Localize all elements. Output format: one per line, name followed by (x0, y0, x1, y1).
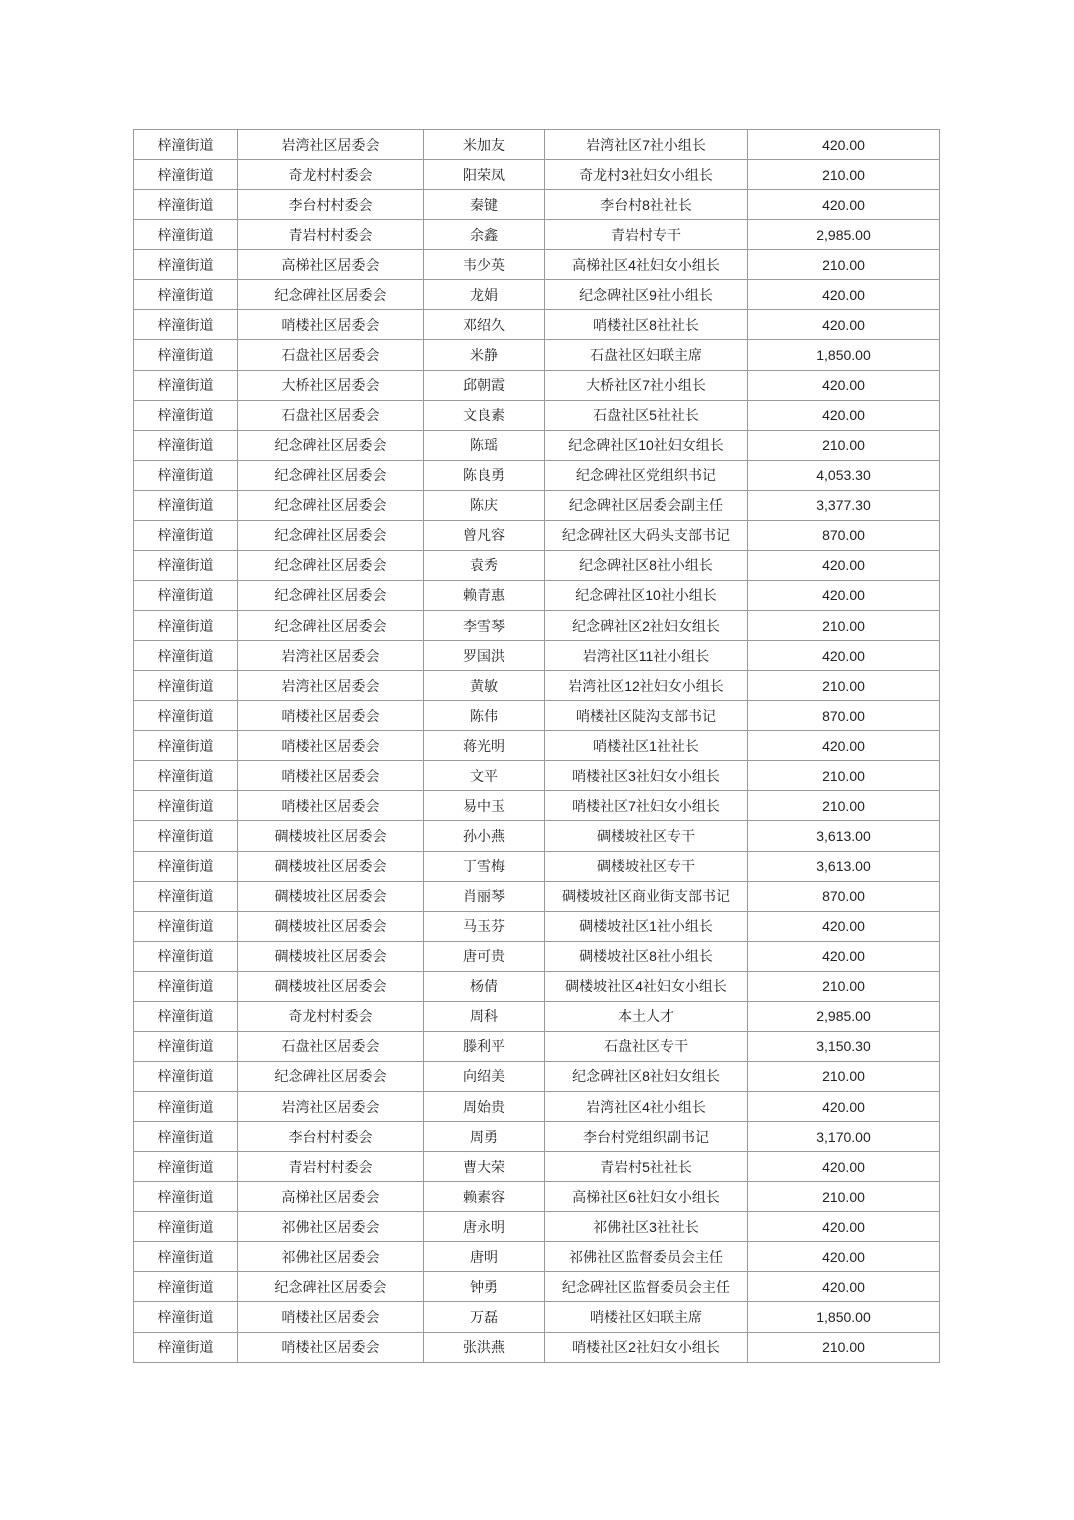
cell-amount: 870.00 (748, 881, 940, 911)
cell-person-name: 李雪琴 (424, 611, 545, 641)
cell-position: 哨楼社区妇联主席 (545, 1302, 748, 1332)
table-row (134, 220, 940, 250)
cell-amount: 420.00 (748, 130, 940, 160)
cell-amount: 420.00 (748, 310, 940, 340)
cell-street: 梓潼街道 (134, 280, 238, 310)
table-row (134, 490, 940, 520)
cell-person-name: 陈伟 (424, 701, 545, 731)
cell-street: 梓潼街道 (134, 160, 238, 190)
cell-position: 奇龙村3社妇女小组长 (545, 160, 748, 190)
cell-organization: 哨楼社区居委会 (238, 1332, 424, 1363)
cell-person-name: 钟勇 (424, 1272, 545, 1302)
cell-amount: 210.00 (748, 1332, 940, 1363)
cell-organization: 李台村村委会 (238, 190, 424, 220)
table-row (134, 611, 940, 641)
table-row (134, 641, 940, 671)
cell-person-name: 向绍美 (424, 1061, 545, 1091)
cell-organization: 哨楼社区居委会 (238, 701, 424, 731)
cell-person-name: 文良素 (424, 400, 545, 430)
cell-amount: 420.00 (748, 911, 940, 941)
table-row (134, 1212, 940, 1242)
cell-amount: 210.00 (748, 611, 940, 641)
cell-organization: 石盘社区居委会 (238, 340, 424, 370)
cell-organization: 碉楼坡社区居委会 (238, 971, 424, 1001)
cell-organization: 纪念碑社区居委会 (238, 1061, 424, 1091)
cell-position: 高梯社区4社妇女小组长 (545, 250, 748, 280)
cell-organization: 哨楼社区居委会 (238, 761, 424, 791)
cell-organization: 哨楼社区居委会 (238, 310, 424, 340)
cell-person-name: 张洪燕 (424, 1332, 545, 1363)
table-row (134, 671, 940, 701)
cell-position: 纪念碑社区2社妇女组长 (545, 611, 748, 641)
cell-organization: 高梯社区居委会 (238, 1182, 424, 1212)
cell-position: 纪念碑社区大码头支部书记 (545, 520, 748, 550)
cell-street: 梓潼街道 (134, 190, 238, 220)
cell-position: 碉楼坡社区商业街支部书记 (545, 881, 748, 911)
cell-street: 梓潼街道 (134, 430, 238, 460)
cell-position: 纪念碑社区党组织书记 (545, 460, 748, 490)
cell-amount: 420.00 (748, 1242, 940, 1272)
cell-person-name: 丁雪梅 (424, 851, 545, 881)
cell-organization: 祁佛社区居委会 (238, 1212, 424, 1242)
cell-position: 纪念碑社区监督委员会主任 (545, 1272, 748, 1302)
cell-position: 哨楼社区7社妇女小组长 (545, 791, 748, 821)
cell-amount: 420.00 (748, 941, 940, 971)
cell-person-name: 韦少英 (424, 250, 545, 280)
cell-street: 梓潼街道 (134, 1152, 238, 1182)
cell-position: 祁佛社区监督委员会主任 (545, 1242, 748, 1272)
table-row (134, 1061, 940, 1091)
cell-person-name: 余鑫 (424, 220, 545, 250)
table-row (134, 250, 940, 280)
cell-position: 纪念碑社区8社小组长 (545, 550, 748, 580)
cell-person-name: 龙娟 (424, 280, 545, 310)
table-row (134, 1182, 940, 1212)
cell-position: 李台村党组织副书记 (545, 1122, 748, 1152)
cell-organization: 高梯社区居委会 (238, 250, 424, 280)
cell-position: 青岩村专干 (545, 220, 748, 250)
table-row (134, 400, 940, 430)
cell-amount: 420.00 (748, 400, 940, 430)
cell-organization: 纪念碑社区居委会 (238, 520, 424, 550)
cell-amount: 2,985.00 (748, 1001, 940, 1031)
cell-position: 哨楼社区3社妇女小组长 (545, 761, 748, 791)
cell-organization: 青岩村村委会 (238, 220, 424, 250)
cell-street: 梓潼街道 (134, 701, 238, 731)
cell-position: 碉楼坡社区专干 (545, 851, 748, 881)
cell-person-name: 唐可贵 (424, 941, 545, 971)
cell-amount: 420.00 (748, 731, 940, 761)
cell-position: 岩湾社区12社妇女小组长 (545, 671, 748, 701)
cell-street: 梓潼街道 (134, 1272, 238, 1302)
cell-person-name: 陈庆 (424, 490, 545, 520)
cell-organization: 石盘社区居委会 (238, 400, 424, 430)
cell-street: 梓潼街道 (134, 1001, 238, 1031)
cell-person-name: 赖素容 (424, 1182, 545, 1212)
cell-amount: 210.00 (748, 430, 940, 460)
cell-amount: 870.00 (748, 701, 940, 731)
cell-position: 石盘社区5社社长 (545, 400, 748, 430)
table-row (134, 280, 940, 310)
table-row (134, 160, 940, 190)
cell-amount: 4,053.30 (748, 460, 940, 490)
cell-organization: 大桥社区居委会 (238, 370, 424, 400)
cell-street: 梓潼街道 (134, 641, 238, 671)
cell-amount: 420.00 (748, 1152, 940, 1182)
cell-amount: 420.00 (748, 1272, 940, 1302)
cell-street: 梓潼街道 (134, 340, 238, 370)
cell-organization: 纪念碑社区居委会 (238, 490, 424, 520)
cell-person-name: 米静 (424, 340, 545, 370)
cell-amount: 210.00 (748, 671, 940, 701)
cell-organization: 纪念碑社区居委会 (238, 580, 424, 610)
cell-person-name: 赖青惠 (424, 580, 545, 610)
cell-amount: 2,985.00 (748, 220, 940, 250)
cell-person-name: 邱朝霞 (424, 370, 545, 400)
cell-amount: 210.00 (748, 1061, 940, 1091)
table-row (134, 370, 940, 400)
cell-organization: 岩湾社区居委会 (238, 671, 424, 701)
cell-person-name: 肖丽琴 (424, 881, 545, 911)
cell-street: 梓潼街道 (134, 881, 238, 911)
cell-street: 梓潼街道 (134, 611, 238, 641)
cell-street: 梓潼街道 (134, 550, 238, 580)
table-row (134, 971, 940, 1001)
cell-amount: 210.00 (748, 160, 940, 190)
cell-person-name: 曹大荣 (424, 1152, 545, 1182)
table-row (134, 1031, 940, 1061)
cell-amount: 210.00 (748, 791, 940, 821)
table-row (134, 941, 940, 971)
cell-organization: 石盘社区居委会 (238, 1031, 424, 1061)
cell-organization: 岩湾社区居委会 (238, 641, 424, 671)
cell-street: 梓潼街道 (134, 400, 238, 430)
cell-amount: 420.00 (748, 280, 940, 310)
cell-organization: 青岩村村委会 (238, 1152, 424, 1182)
cell-position: 碉楼坡社区专干 (545, 821, 748, 851)
cell-person-name: 唐明 (424, 1242, 545, 1272)
cell-person-name: 秦键 (424, 190, 545, 220)
cell-person-name: 蒋光明 (424, 731, 545, 761)
cell-amount: 3,613.00 (748, 821, 940, 851)
cell-position: 碉楼坡社区4社妇女小组长 (545, 971, 748, 1001)
table-row (134, 791, 940, 821)
cell-position: 本土人才 (545, 1001, 748, 1031)
cell-person-name: 文平 (424, 761, 545, 791)
cell-organization: 碉楼坡社区居委会 (238, 881, 424, 911)
cell-person-name: 万磊 (424, 1302, 545, 1332)
cell-organization: 哨楼社区居委会 (238, 791, 424, 821)
cell-organization: 碉楼坡社区居委会 (238, 821, 424, 851)
cell-position: 哨楼社区陡沟支部书记 (545, 701, 748, 731)
cell-position: 李台村8社社长 (545, 190, 748, 220)
cell-position: 碉楼坡社区8社小组长 (545, 941, 748, 971)
cell-street: 梓潼街道 (134, 1122, 238, 1152)
cell-person-name: 黄敏 (424, 671, 545, 701)
cell-street: 梓潼街道 (134, 911, 238, 941)
cell-amount: 210.00 (748, 1182, 940, 1212)
table-row (134, 520, 940, 550)
cell-amount: 420.00 (748, 370, 940, 400)
cell-person-name: 滕利平 (424, 1031, 545, 1061)
cell-street: 梓潼街道 (134, 490, 238, 520)
cell-street: 梓潼街道 (134, 671, 238, 701)
cell-amount: 1,850.00 (748, 340, 940, 370)
cell-amount: 420.00 (748, 550, 940, 580)
cell-organization: 祁佛社区居委会 (238, 1242, 424, 1272)
cell-amount: 3,613.00 (748, 851, 940, 881)
cell-street: 梓潼街道 (134, 250, 238, 280)
cell-position: 石盘社区妇联主席 (545, 340, 748, 370)
cell-person-name: 罗国洪 (424, 641, 545, 671)
cell-organization: 纪念碑社区居委会 (238, 1272, 424, 1302)
cell-amount: 210.00 (748, 971, 940, 1001)
cell-street: 梓潼街道 (134, 1031, 238, 1061)
cell-person-name: 邓绍久 (424, 310, 545, 340)
table-row (134, 761, 940, 791)
cell-position: 纪念碑社区居委会副主任 (545, 490, 748, 520)
cell-person-name: 袁秀 (424, 550, 545, 580)
cell-person-name: 阳荣凤 (424, 160, 545, 190)
table-row (134, 190, 940, 220)
cell-street: 梓潼街道 (134, 1092, 238, 1122)
table-row (134, 430, 940, 460)
cell-street: 梓潼街道 (134, 130, 238, 160)
cell-person-name: 马玉芬 (424, 911, 545, 941)
cell-organization: 纪念碑社区居委会 (238, 611, 424, 641)
cell-amount: 870.00 (748, 520, 940, 550)
table-row (134, 130, 940, 160)
cell-person-name: 陈瑶 (424, 430, 545, 460)
cell-organization: 纪念碑社区居委会 (238, 460, 424, 490)
cell-street: 梓潼街道 (134, 1182, 238, 1212)
table-row (134, 550, 940, 580)
cell-street: 梓潼街道 (134, 1212, 238, 1242)
cell-person-name: 周科 (424, 1001, 545, 1031)
cell-street: 梓潼街道 (134, 791, 238, 821)
table-row (134, 1092, 940, 1122)
table-body (134, 130, 940, 1363)
table-row (134, 701, 940, 731)
cell-amount: 210.00 (748, 761, 940, 791)
cell-organization: 奇龙村村委会 (238, 160, 424, 190)
cell-street: 梓潼街道 (134, 821, 238, 851)
table-row (134, 310, 940, 340)
cell-amount: 210.00 (748, 250, 940, 280)
cell-street: 梓潼街道 (134, 761, 238, 791)
cell-street: 梓潼街道 (134, 520, 238, 550)
cell-street: 梓潼街道 (134, 220, 238, 250)
cell-person-name: 周始贵 (424, 1092, 545, 1122)
cell-amount: 420.00 (748, 190, 940, 220)
cell-position: 纪念碑社区8社妇女组长 (545, 1061, 748, 1091)
cell-position: 高梯社区6社妇女小组长 (545, 1182, 748, 1212)
cell-street: 梓潼街道 (134, 731, 238, 761)
table-row (134, 580, 940, 610)
cell-position: 岩湾社区11社小组长 (545, 641, 748, 671)
cell-street: 梓潼街道 (134, 1242, 238, 1272)
cell-street: 梓潼街道 (134, 971, 238, 1001)
cell-position: 大桥社区7社小组长 (545, 370, 748, 400)
cell-organization: 纪念碑社区居委会 (238, 550, 424, 580)
cell-street: 梓潼街道 (134, 310, 238, 340)
table-row (134, 1242, 940, 1272)
cell-organization: 碉楼坡社区居委会 (238, 941, 424, 971)
cell-amount: 3,377.30 (748, 490, 940, 520)
cell-street: 梓潼街道 (134, 851, 238, 881)
table-row (134, 460, 940, 490)
cell-organization: 奇龙村村委会 (238, 1001, 424, 1031)
cell-street: 梓潼街道 (134, 370, 238, 400)
cell-street: 梓潼街道 (134, 1332, 238, 1363)
cell-amount: 420.00 (748, 641, 940, 671)
cell-street: 梓潼街道 (134, 580, 238, 610)
cell-person-name: 陈良勇 (424, 460, 545, 490)
cell-position: 哨楼社区8社社长 (545, 310, 748, 340)
cell-position: 哨楼社区1社社长 (545, 731, 748, 761)
cell-position: 碉楼坡社区1社小组长 (545, 911, 748, 941)
cell-organization: 岩湾社区居委会 (238, 1092, 424, 1122)
cell-person-name: 杨倩 (424, 971, 545, 1001)
cell-amount: 1,850.00 (748, 1302, 940, 1332)
cell-organization: 李台村村委会 (238, 1122, 424, 1152)
cell-position: 祁佛社区3社社长 (545, 1212, 748, 1242)
table-row (134, 1332, 940, 1363)
table-row (134, 1272, 940, 1302)
cell-person-name: 孙小燕 (424, 821, 545, 851)
cell-person-name: 曾凡容 (424, 520, 545, 550)
cell-organization: 碉楼坡社区居委会 (238, 911, 424, 941)
cell-amount: 3,170.00 (748, 1122, 940, 1152)
cell-street: 梓潼街道 (134, 1302, 238, 1332)
table-row (134, 911, 940, 941)
cell-organization: 哨楼社区居委会 (238, 731, 424, 761)
cell-position: 哨楼社区2社妇女小组长 (545, 1332, 748, 1363)
cell-street: 梓潼街道 (134, 460, 238, 490)
cell-amount: 420.00 (748, 1212, 940, 1242)
cell-amount: 3,150.30 (748, 1031, 940, 1061)
cell-position: 石盘社区专干 (545, 1031, 748, 1061)
cell-organization: 纪念碑社区居委会 (238, 430, 424, 460)
cell-position: 纪念碑社区9社小组长 (545, 280, 748, 310)
cell-amount: 420.00 (748, 580, 940, 610)
cell-position: 岩湾社区4社小组长 (545, 1092, 748, 1122)
cell-organization: 碉楼坡社区居委会 (238, 851, 424, 881)
table-row (134, 821, 940, 851)
payment-table (133, 129, 940, 1363)
table-row (134, 1152, 940, 1182)
cell-position: 岩湾社区7社小组长 (545, 130, 748, 160)
cell-position: 纪念碑社区10社小组长 (545, 580, 748, 610)
cell-organization: 岩湾社区居委会 (238, 130, 424, 160)
cell-organization: 纪念碑社区居委会 (238, 280, 424, 310)
table-row (134, 731, 940, 761)
table-row (134, 851, 940, 881)
cell-person-name: 米加友 (424, 130, 545, 160)
table-row (134, 340, 940, 370)
cell-person-name: 唐永明 (424, 1212, 545, 1242)
cell-organization: 哨楼社区居委会 (238, 1302, 424, 1332)
cell-street: 梓潼街道 (134, 941, 238, 971)
table-row (134, 1001, 940, 1031)
table-row (134, 1302, 940, 1332)
table-row (134, 1122, 940, 1152)
cell-person-name: 周勇 (424, 1122, 545, 1152)
cell-person-name: 易中玉 (424, 791, 545, 821)
cell-position: 青岩村5社社长 (545, 1152, 748, 1182)
cell-position: 纪念碑社区10社妇女组长 (545, 430, 748, 460)
table-row (134, 881, 940, 911)
cell-street: 梓潼街道 (134, 1061, 238, 1091)
cell-amount: 420.00 (748, 1092, 940, 1122)
payment-table-container (133, 129, 939, 1363)
